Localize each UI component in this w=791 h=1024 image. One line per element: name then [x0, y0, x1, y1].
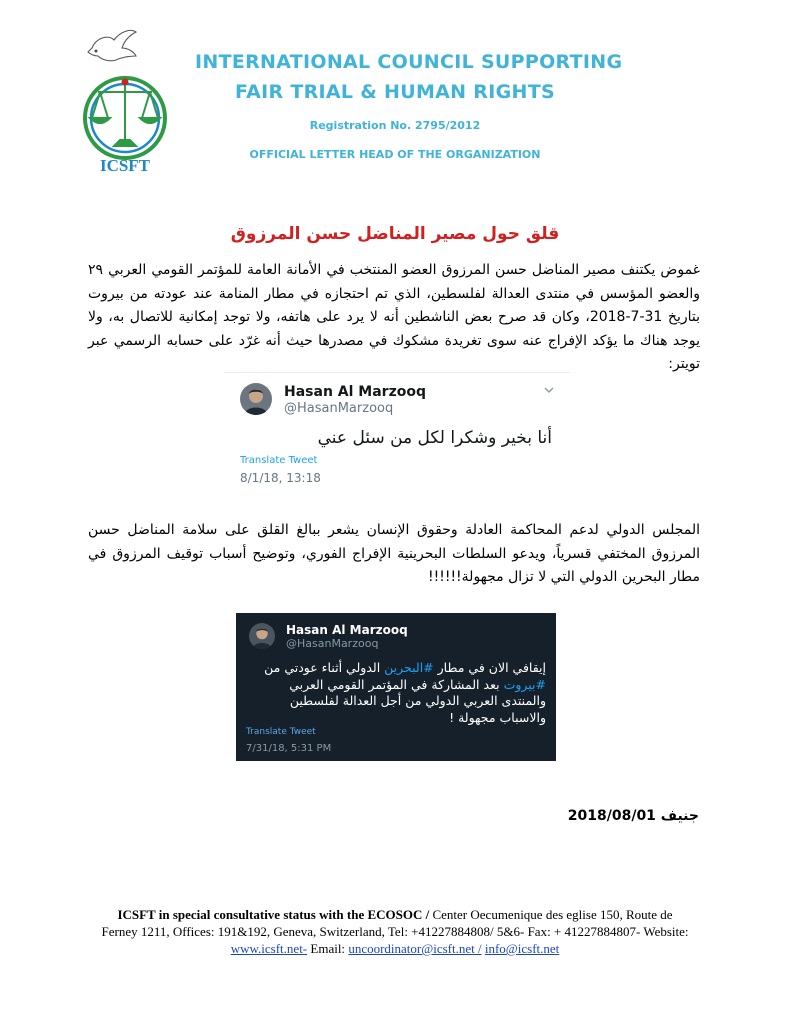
email-label: Email:: [307, 941, 349, 956]
tweet-author-handle[interactable]: @HasanMarzooq: [286, 637, 379, 650]
tweet-text-part: الدولي أثناء عودتي من: [264, 660, 385, 675]
tweet-author-name[interactable]: Hasan Al Marzooq: [284, 384, 426, 400]
email-link-1[interactable]: uncoordinator@icsft.net /: [348, 941, 482, 956]
official-letterhead-label: OFFICIAL LETTER HEAD OF THE ORGANIZATION: [249, 148, 541, 161]
registration-number: Registration No. 2795/2012: [309, 119, 481, 132]
avatar[interactable]: [240, 383, 272, 415]
tweet-text-part: بعد المشاركة في المؤتمر القومي العربي والمنتدى العربي الدولي من أجل العدالة لفلسطين والاسباب مجهولة !: [289, 676, 546, 725]
organization-logo: [70, 26, 180, 176]
profile-photo-icon: [240, 383, 272, 415]
hashtag-link[interactable]: #البحرين: [384, 660, 434, 675]
scales-of-justice-logo-icon: [70, 26, 180, 176]
dove-icon: [88, 30, 136, 60]
tweet-text-part: إيقافي الان في مطار: [433, 660, 546, 675]
tweet-card-dark: [236, 613, 556, 761]
tweet-text: أنا بخير وشكرا لكل من سئل عني: [317, 428, 552, 448]
organization-name-line-1: INTERNATIONAL COUNCIL SUPPORTING: [195, 51, 623, 73]
tweet-author-name[interactable]: Hasan Al Marzooq: [286, 623, 408, 637]
chevron-down-icon[interactable]: [544, 385, 554, 395]
tweet-text: [246, 660, 546, 726]
organization-name-line-2: FAIR TRIAL & HUMAN RIGHTS: [235, 81, 555, 103]
address-text: Center Oecumenique des eglise 150, Route de Ferney 1211, Offices: 191&192, Geneva, Switzerland, Tel: +41227884808/ 5&6- Fax: + 41227884807- Website:: [101, 907, 689, 939]
website-link[interactable]: www.icsft.net-: [230, 941, 308, 956]
profile-photo-icon: [249, 623, 275, 649]
translate-tweet-link[interactable]: Translate Tweet: [240, 455, 318, 466]
tweet-timestamp[interactable]: 8/1/18, 13:18: [240, 471, 321, 485]
logo-text: ICSFT: [99, 156, 151, 175]
footer-address: [100, 906, 690, 957]
avatar[interactable]: [249, 623, 275, 649]
translate-tweet-link[interactable]: Translate Tweet: [246, 727, 316, 737]
body-paragraph-1: غموض يكتنف مصير المناضل حسن المرزوق العضو المنتخب في الأمانة العامة للمؤتمر القومي العربي ٢٩ والعضو المؤسس في منتدى العدالة لفلسطين، الذي تم احتجازه في مطار المنامة عند عودته من بيروت بتاريخ 31-7-2018، وكان قد صرح بعض الناشطين أنه لا يرد على هاتفه، ولا توجد إمكانية للاتصال به، ولا يوجد هناك ما يؤكد الإفراج عنه سوى تغريدة مشكوك في مصدرها حيث أنه غرّد على حسابه الرسمي عبر تويتر:: [88, 262, 700, 372]
tweet-author-handle[interactable]: @HasanMarzooq: [284, 401, 394, 416]
email-link-2[interactable]: info@icsft.net: [484, 941, 560, 956]
hashtag-link[interactable]: #بيروت: [503, 676, 546, 692]
tweet-timestamp[interactable]: 7/31/18, 5:31 PM: [246, 743, 332, 754]
consultative-status: ICSFT in special consultative status with the ECOSOC /: [117, 907, 430, 922]
tweet-card-light: [224, 372, 570, 510]
document-title: قلق حول مصير المناضل حسن المرزوق: [230, 224, 560, 244]
body-paragraph-2: المجلس الدولي لدعم المحاكمة العادلة وحقوق الإنسان يشعر ببالغ القلق على سلامة المناضل حسن المرزوق المختفي قسرياً، ويدعو السلطات البحرينية الإفراج الفوري، وتوضيح أسباب توقيف المرزوق في مطار البحرين الدولي التي لا تزال مجهولة!!!!!!: [88, 522, 700, 585]
date-line: جنيف 2018/08/01: [567, 808, 699, 824]
